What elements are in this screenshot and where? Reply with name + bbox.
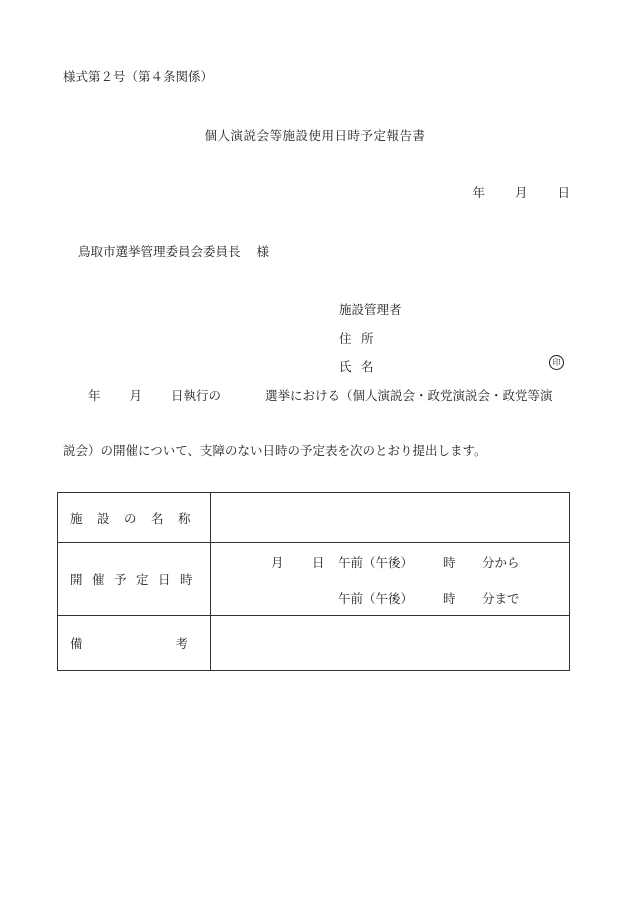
addressee-honorific: 様	[256, 244, 270, 259]
datetime-label-cell	[58, 543, 211, 616]
date-year-label: 年	[472, 185, 485, 200]
name-char-1: 氏	[339, 359, 352, 374]
datetime-row	[58, 543, 570, 616]
facility-label-cell	[58, 493, 211, 543]
name-char-2: 名	[361, 359, 374, 374]
sender-title: 施設管理者	[339, 302, 402, 317]
start-hour-label: 時	[443, 555, 456, 570]
address-char-2: 所	[361, 331, 374, 346]
start-minute-label: 分から	[482, 555, 520, 570]
schedule-table	[57, 492, 570, 671]
body-text-line2: 説会）の開催について、支障のない日時の予定表を次のとおり提出します。	[63, 443, 487, 458]
addressee-name: 鳥取市選挙管理委員会委員長	[78, 244, 241, 259]
date-day-label: 日	[557, 185, 570, 200]
facility-row	[58, 493, 570, 543]
facility-name-value[interactable]	[211, 493, 570, 543]
addressee	[78, 242, 269, 260]
start-month-label: 月	[271, 555, 284, 570]
end-ampm-label: 午前（午後）	[338, 591, 414, 606]
body-rest: 選挙における（個人演説会・政党演説会・政党等演	[265, 388, 553, 403]
remarks-value[interactable]	[211, 616, 570, 671]
end-minute-label: 分まで	[482, 591, 520, 606]
seal-mark: 印	[549, 355, 564, 370]
datetime-start-line	[211, 543, 569, 579]
document-title: 個人演説会等施設使用日時予定報告書	[204, 128, 426, 143]
facility-label: 施 設 の 名 称	[70, 510, 191, 526]
address-char-1: 住	[339, 331, 352, 346]
sender-name-label	[339, 357, 383, 375]
datetime-label: 開 催 予 定 日 時	[70, 572, 193, 587]
date-line	[472, 183, 570, 201]
body-text-line1	[88, 386, 553, 404]
body-month: 月	[129, 388, 143, 403]
form-number: 様式第２号（第４条関係）	[63, 69, 214, 84]
remarks-label: 備 考	[70, 636, 188, 651]
date-month-label: 月	[514, 185, 528, 200]
start-ampm-label: 午前（午後）	[338, 555, 414, 570]
datetime-end-line	[211, 579, 569, 615]
body-day-exec: 日執行の	[171, 388, 222, 403]
end-hour-label: 時	[443, 591, 456, 606]
body-year: 年	[88, 388, 101, 403]
sender-address-label	[339, 329, 383, 347]
remarks-label-cell	[58, 616, 211, 671]
datetime-value-cell[interactable]	[211, 543, 570, 616]
start-day-label: 日	[312, 555, 325, 570]
remarks-row	[58, 616, 570, 671]
